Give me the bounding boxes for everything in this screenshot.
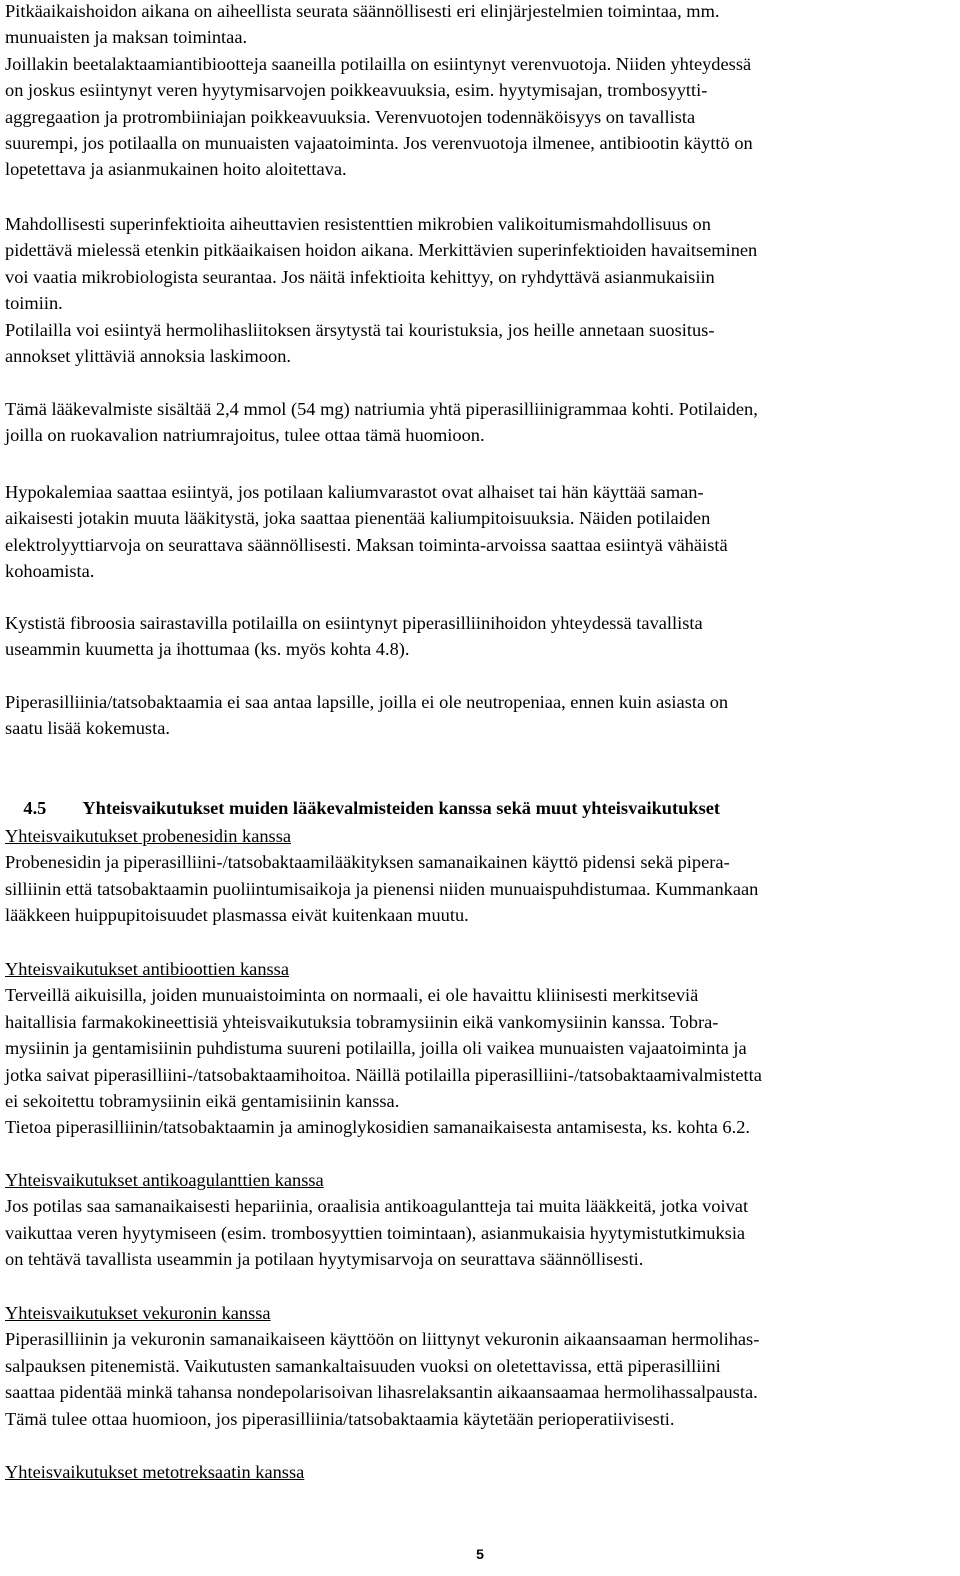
text-line: saatu lisää kokemusta. bbox=[5, 718, 170, 739]
text-line: Jos potilas saa samanaikaisesti hepariinia, oraalisia antikoagulantteja tai muita lääkkeitä, jotka voivat bbox=[5, 1196, 749, 1217]
text-line: munuaisten ja maksan toimintaa. bbox=[5, 27, 248, 48]
text-line: useammin kuumetta ja ihottumaa (ks. myös kohta 4.8). bbox=[5, 639, 410, 660]
text-line: jotka saivat piperasilliini-/tatsobaktaamihoitoa. Näillä potilailla piperasilliini-/tatsobaktaamivalmistetta bbox=[5, 1064, 762, 1085]
subsection-anticoagulants bbox=[5, 1167, 748, 1273]
text-line: mysiinin ja gentamisiinin puhdistuma suureni potilailla, joilla oli vaikea munuaisten vajaatoiminta ja bbox=[5, 1038, 747, 1059]
text-line: suurempi, jos potilaalla on munuaisten vajaatoiminta. Jos verenvuotoja ilmenee, antibiootin käyttö on bbox=[5, 133, 753, 154]
text-line: aikaisesti jotakin muuta lääkitystä, joka saattaa pienentää kaliumpitoisuuksia. Näiden potilaiden bbox=[5, 508, 711, 529]
text-line: salpauksen pitenemistä. Vaikutusten samankaltaisuuden vuoksi on oletettavissa, että piperasilliini bbox=[5, 1355, 721, 1376]
subsection-title: Yhteisvaikutukset antibioottien kanssa bbox=[5, 959, 289, 979]
text-line: kohoamista. bbox=[5, 561, 95, 582]
section-title: Yhteisvaikutukset muiden lääkevalmisteiden kanssa sekä muut yhteisvaikutukset bbox=[82, 798, 721, 819]
text-line: Probenesidin ja piperasilliini-/tatsobaktaamilääkityksen samanaikainen käyttö pidensi sekä pipera- bbox=[5, 852, 730, 873]
text-line: aggregaation ja protrombiiniajan poikkeavuuksia. Verenvuotojen todennäköisyys on tavallista bbox=[5, 106, 696, 127]
text-line: Hypokalemiaa saattaa esiintyä, jos potilaan kaliumvarastot ovat alhaiset tai hän käyttää saman- bbox=[5, 482, 704, 502]
paragraph-cystic-fibrosis bbox=[5, 610, 703, 663]
text-line: Terveillä aikuisilla, joiden munuaistoiminta on normaali, ei ole havaittu kliinisesti merkitseviä bbox=[5, 985, 699, 1006]
text-line: Tämä lääkevalmiste sisältää 2,4 mmol (54 mg) natriumia yhtä piperasilliinigrammaa kohti. Potilaiden, bbox=[5, 399, 758, 419]
text-line: Tietoa piperasilliinin/tatsobaktaamin ja aminoglykosidien samanaikaisesta antamisesta, ks. kohta 6.2. bbox=[5, 1117, 751, 1138]
text-line: Pitkäaikaishoidon aikana on aiheellista seurata säännöllisesti eri elinjärjestelmien toimintaa, mm. bbox=[5, 1, 720, 21]
text-line: Piperasilliinia/tatsobaktaamia ei saa antaa lapsille, joilla ei ole neutropeniaa, ennen kuin asiasta on bbox=[5, 692, 729, 712]
text-line: vaikuttaa veren hyytymiseen (esim. trombosyyttien toimintaan), asianmukaisia hyytymistutkimuksia bbox=[5, 1222, 746, 1243]
page-number: 5 bbox=[476, 1546, 484, 1562]
subsection-title: Yhteisvaikutukset antikoagulanttien kanssa bbox=[5, 1170, 324, 1190]
text-line: on joskus esiintynyt veren hyytymisarvojen poikkeavuuksia, esim. hyytymisajan, trombosyytti- bbox=[5, 80, 708, 101]
subsection-title: Yhteisvaikutukset probenesidin kanssa bbox=[5, 826, 292, 846]
paragraph-long-term-monitoring bbox=[5, 0, 753, 183]
text-line: pidettävä mielessä etenkin pitkäaikaisen hoidon aikana. Merkittävien superinfektioiden havaitseminen bbox=[5, 240, 758, 261]
text-line: Piperasilliinin ja vekuronin samanaikaiseen käyttöön on liittynyt vekuronin aikaansaaman hermolihas- bbox=[5, 1329, 760, 1350]
text-line: ei sekoitettu tobramysiinin eikä gentamisiinin kanssa. bbox=[5, 1091, 400, 1112]
text-line: silliinin että tatsobaktaamin puoliintumisaikoja ja pienensi niiden munuaispuhdistumaa. Kummankaan bbox=[5, 878, 759, 899]
subsection-vecuronium bbox=[5, 1300, 759, 1432]
subsection-title: Yhteisvaikutukset metotreksaatin kanssa bbox=[5, 1462, 305, 1482]
text-line: lääkkeen huippupitoisuudet plasmassa eivät kuitenkaan muutu. bbox=[5, 905, 469, 926]
text-line: Joillakin beetalaktaamiantibiootteja saaneilla potilailla on esiintynyt verenvuotoja. Niiden yhteydessä bbox=[5, 53, 752, 74]
paragraph-children bbox=[5, 689, 728, 742]
subsection-methotrexate bbox=[5, 1459, 304, 1485]
text-line: elektrolyyttiarvoja on seurattava säännöllisesti. Maksan toiminta-arvoissa saattaa esiintyä vähäistä bbox=[5, 534, 728, 555]
text-line: haitallisia farmakokineettisiä yhteisvaikutuksia tobramysiinin eikä vankomysiinin kanssa. Tobra- bbox=[5, 1011, 719, 1032]
paragraph-superinfections bbox=[5, 211, 757, 369]
text-line: Potilailla voi esiintyä hermolihasliitoksen ärsytystä tai kouristuksia, jos heille annetaan suositus- bbox=[5, 319, 715, 340]
text-line: annokset ylittäviä annoksia laskimoon. bbox=[5, 346, 292, 367]
text-line: Kystistä fibroosia sairastavilla potilailla on esiintynyt piperasilliinihoidon yhteydessä tavallista bbox=[5, 613, 703, 633]
text-line: joilla on ruokavalion natriumrajoitus, tulee ottaa tämä huomioon. bbox=[5, 425, 485, 446]
text-line: voi vaatia mikrobiologista seurantaa. Jos näitä infektioita kehittyy, on ryhdyttävä asianmukaisiin bbox=[5, 266, 715, 287]
subsection-title: Yhteisvaikutukset vekuronin kanssa bbox=[5, 1303, 271, 1323]
text-line: Mahdollisesti superinfektioita aiheuttavien resistenttien mikrobien valikoitumismahdollisuus on bbox=[5, 214, 711, 234]
section-number: 4.5 bbox=[23, 798, 47, 819]
text-line: saattaa pidentää minkä tahansa nondepolarisoivan lihasrelaksantin aikaansaamaa hermolihassalpausta. bbox=[5, 1382, 758, 1403]
subsection-antibiotics bbox=[5, 956, 762, 1141]
text-line: on tehtävä tavallista useammin ja potilaan hyytymisarvoja on seurattava säännöllisesti. bbox=[5, 1249, 644, 1270]
paragraph-hypokalemia bbox=[5, 479, 728, 585]
text-line: toimiin. bbox=[5, 293, 63, 314]
text-line: lopetettava ja asianmukainen hoito aloitettava. bbox=[5, 159, 347, 180]
text-line: Tämä tulee ottaa huomioon, jos piperasilliinia/tatsobaktaamia käytetään perioperatiivisesti. bbox=[5, 1408, 675, 1429]
paragraph-sodium bbox=[5, 396, 758, 449]
subsection-probenesid bbox=[5, 823, 758, 929]
